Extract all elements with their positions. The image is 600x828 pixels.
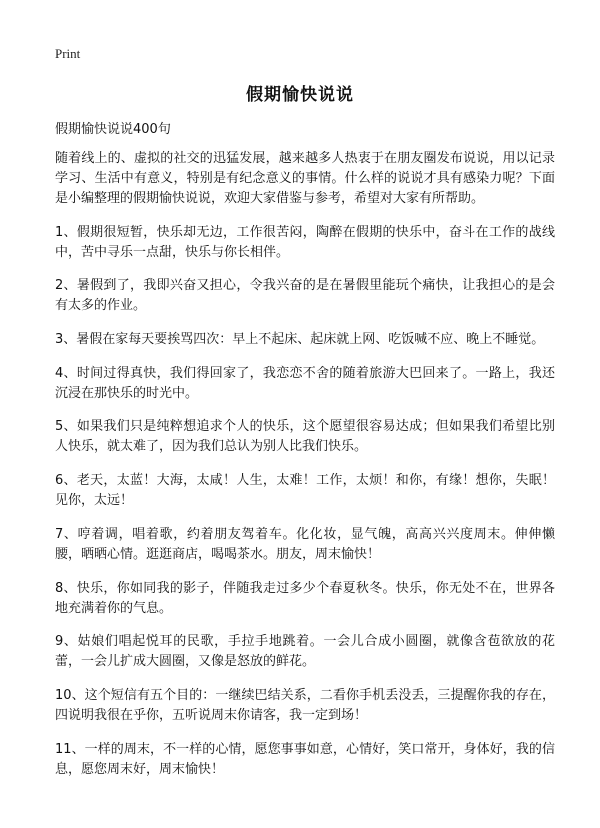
article-intro: 随着线上的、虚拟的社交的迅猛发展，越来越多人热衷于在朋友圈发布说说，用以记录学习、生活中有意义，特别是有纪念意义的事情。什么样的说说才具有感染力呢？下面是小编整理的假期愉快说说，欢迎大家借鉴与参考，希望对大家有所帮助。 (55, 151, 555, 206)
list-item: 8、快乐，你如同我的影子，伴随我走过多少个春夏秋冬。快乐，你无处不在，世界各地充满着你的气息。 (55, 580, 555, 616)
list-item: 5、如果我们只是纯粹想追求个人的快乐，这个愿望很容易达成；但如果我们希望比别人快乐，就太难了，因为我们总认为别人比我们快乐。 (55, 419, 555, 455)
list-item: 11、一样的周末，不一样的心情，愿您事事如意，心情好，笑口常开，身体好，我的信息，愿您周末好，周末愉快！ (55, 741, 555, 777)
list-item: 3、暑假在家每天要挨骂四次：早上不起床、起床就上网、吃饭喊不应、晚上不睡觉。 (55, 332, 545, 348)
list-item: 7、哼着调，唱着歌，约着朋友驾着车。化化妆，显气魄，高高兴兴度周末。伸伸懒腰，晒晒心情。逛逛商店，喝喝茶水。朋友，周末愉快！ (55, 526, 555, 562)
list-item: 9、姑娘们唱起悦耳的民歌，手拉手地跳着。一会儿合成小圆圈，就像含苞欲放的花蕾，一会儿扩成大圆圈，又像是怒放的鲜花。 (55, 634, 555, 670)
list-item: 10、这个短信有五个目的：一继续巴结关系，二看你手机丢没丢，三提醒你我的存在，四说明我很在乎你，五听说周末你请客，我一定到场！ (55, 687, 555, 723)
list-item: 2、暑假到了，我即兴奋又担心，令我兴奋的是在暑假里能玩个痛快，让我担心的是会有太多的作业。 (55, 278, 555, 314)
list-item: 6、老天，太蓝！大海，太咸！人生，太难！工作，太烦！和你，有缘！想你，失眠！见你，太远！ (55, 473, 555, 509)
list-item: 4、时间过得真快，我们得回家了，我恋恋不舍的随着旅游大巴回来了。一路上，我还沉浸在那快乐的时光中。 (55, 365, 555, 401)
article-subtitle: 假期愉快说说400句 (55, 122, 171, 137)
article-body (55, 120, 555, 793)
print-link[interactable]: Print (55, 46, 81, 61)
page-title: 假期愉快说说 (246, 85, 354, 105)
list-item: 1、假期很短暂，快乐却无边，工作很苦闷，陶醉在假期的快乐中，奋斗在工作的战线中，苦中寻乐一点甜，快乐与你长相伴。 (55, 224, 555, 260)
